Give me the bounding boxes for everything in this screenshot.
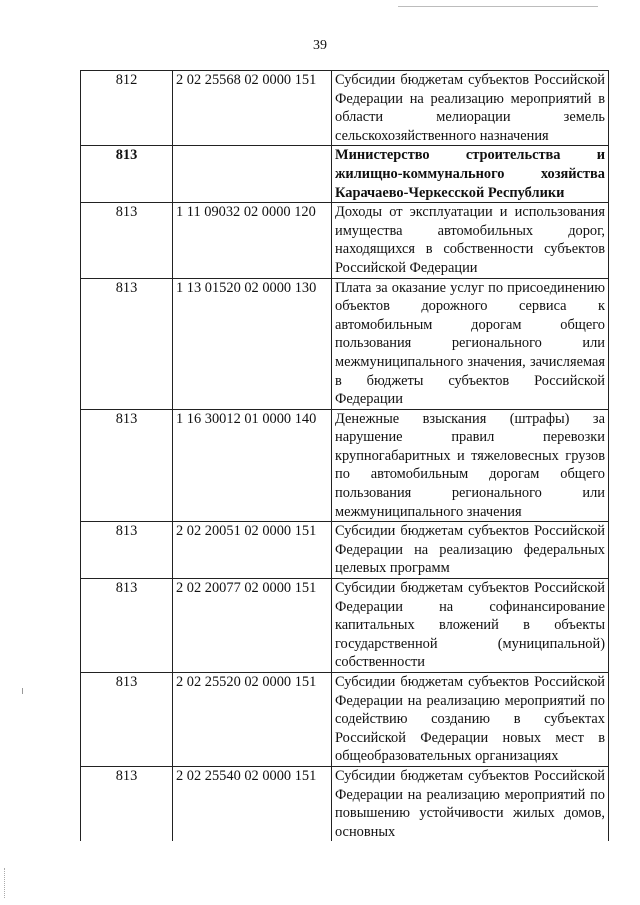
admin-code-cell: 813	[81, 522, 173, 579]
revenue-table	[80, 70, 609, 841]
revenue-code-cell: 2 02 25568 02 0000 151	[173, 71, 332, 146]
admin-code-cell: 813	[81, 673, 173, 767]
margin-mark	[22, 688, 23, 694]
revenue-code-cell: 2 02 25540 02 0000 151	[173, 766, 332, 841]
revenue-code-cell: 1 11 09032 02 0000 120	[173, 203, 332, 278]
admin-code-cell: 813	[81, 278, 173, 409]
admin-code-cell: 813	[81, 146, 173, 203]
page-number: 39	[313, 38, 327, 53]
table-row	[81, 146, 609, 203]
revenue-name-cell: Министерство строительства и жилищно-коммунального хозяйства Карачаево-Черкесской Республики	[332, 146, 609, 203]
table-row	[81, 766, 609, 841]
revenue-code-cell: 2 02 20077 02 0000 151	[173, 579, 332, 673]
revenue-name-cell: Субсидии бюджетам субъектов Российской Федерации на софинансирование капитальных вложений в объекты государственной (муниципальной) собственности	[332, 579, 609, 673]
revenue-name-cell: Денежные взыскания (штрафы) за нарушение правил перевозки крупногабаритных и тяжеловесных грузов по автомобильным дорогам общего пользования регионального или межмуниципального значения	[332, 409, 609, 522]
table-row	[81, 278, 609, 409]
table-row	[81, 579, 609, 673]
revenue-name-cell: Доходы от эксплуатации и использования имущества автомобильных дорог, находящихся в собственности субъектов Российской Федерации	[332, 203, 609, 278]
table-row	[81, 203, 609, 278]
table-row	[81, 71, 609, 146]
admin-code-cell: 813	[81, 409, 173, 522]
revenue-code-cell	[173, 146, 332, 203]
admin-code-cell: 812	[81, 71, 173, 146]
revenue-name-cell: Субсидии бюджетам субъектов Российской Федерации на реализацию федеральных целевых программ	[332, 522, 609, 579]
admin-code-cell: 813	[81, 766, 173, 841]
revenue-name-cell: Субсидии бюджетам субъектов Российской Федерации на реализацию мероприятий в области мелиорации земель сельскохозяйственного назначения	[332, 71, 609, 146]
revenue-name-cell: Субсидии бюджетам субъектов Российской Федерации на реализацию мероприятий по повышению устойчивости жилых домов, основных	[332, 766, 609, 841]
table-row	[81, 409, 609, 522]
revenue-name-cell: Субсидии бюджетам субъектов Российской Федерации на реализацию мероприятий по содействию созданию в субъектах Российской Федерации новых мест в общеобразовательных организациях	[332, 673, 609, 767]
revenue-code-cell: 2 02 20051 02 0000 151	[173, 522, 332, 579]
revenue-code-cell: 1 16 30012 01 0000 140	[173, 409, 332, 522]
revenue-code-cell: 1 13 01520 02 0000 130	[173, 278, 332, 409]
margin-dots	[4, 868, 6, 898]
table-row	[81, 673, 609, 767]
table-row	[81, 522, 609, 579]
table-body	[81, 71, 609, 842]
admin-code-cell: 813	[81, 203, 173, 278]
revenue-name-cell: Плата за оказание услуг по присоединению объектов дорожного сервиса к автомобильным дорогам общего пользования регионального или межмуниципального значения, зачисляемая в бюджеты субъектов Российской Федерации	[332, 278, 609, 409]
admin-code-cell: 813	[81, 579, 173, 673]
revenue-code-cell: 2 02 25520 02 0000 151	[173, 673, 332, 767]
top-rule	[398, 6, 598, 7]
